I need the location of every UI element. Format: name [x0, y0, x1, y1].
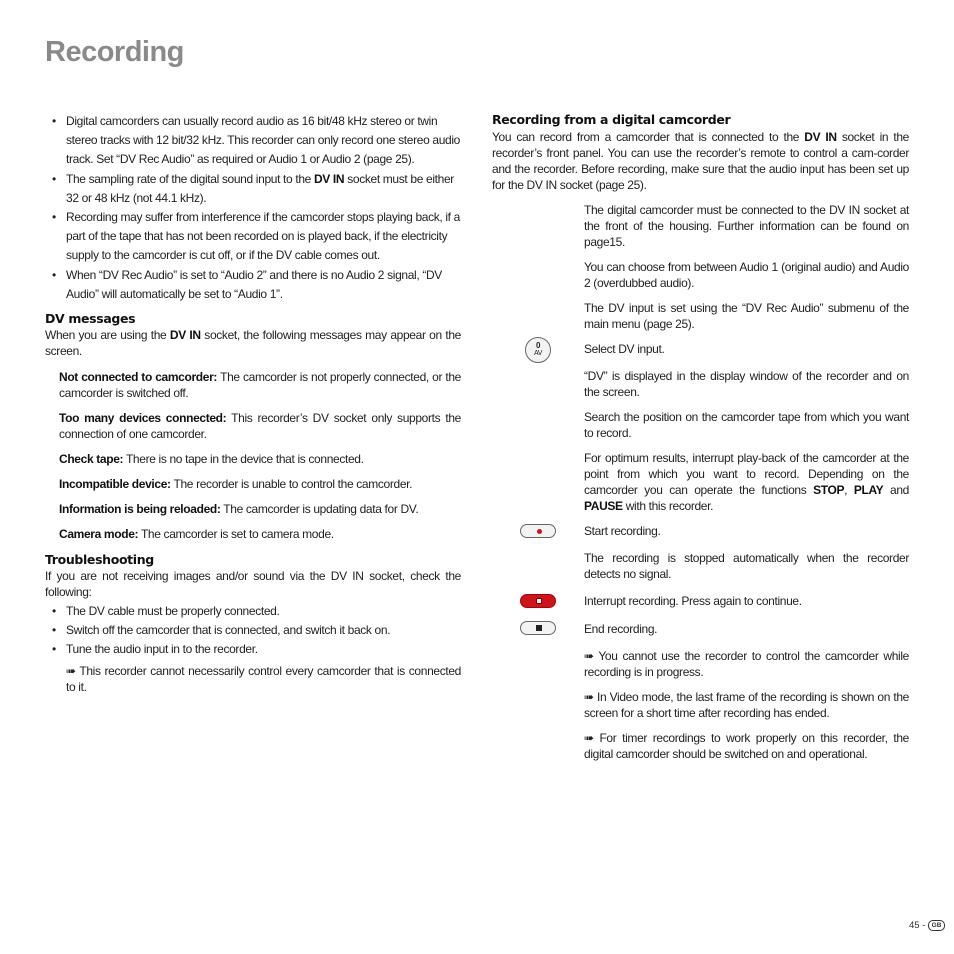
step-text: “DV” is displayed in the display window of the recorder and on the screen.	[584, 369, 909, 399]
left-column	[45, 112, 461, 695]
dv-messages-heading: DV messages	[45, 311, 136, 327]
dv-message-item: Too many devices connected: This recorder’s DV socket only supports the connection of one camcorder.	[59, 411, 461, 442]
language-badge: GB	[928, 920, 945, 931]
list-item: • The sampling rate of the digital sound input to the DV IN socket must be either 32 or 48 kHz (not 44.1 kHz).	[45, 170, 461, 208]
list-item: • Tune the audio input in to the recorder.	[45, 641, 461, 657]
step-note: ➠ For timer recordings to work properly on this recorder, the digital camcorder should be switched on and operational.	[584, 731, 909, 761]
notes-list	[45, 112, 461, 304]
step-text: Search the position on the camcorder tape from which you want to record.	[584, 410, 909, 440]
dv-message-item: Information is being reloaded: The camcorder is updating data for DV.	[59, 502, 419, 517]
step-text: End recording.	[584, 622, 658, 636]
pause-button-icon	[520, 594, 556, 608]
dv-message-item: Camera mode: The camcorder is set to camera mode.	[59, 527, 334, 542]
step-text: Start recording.	[584, 524, 661, 538]
troubleshooting-heading: Troubleshooting	[45, 552, 154, 568]
dv-message-item: Check tape: There is no tape in the device that is connected.	[59, 452, 364, 467]
step-text: The recording is stopped automatically when the recorder detects no signal.	[584, 551, 909, 581]
troubleshooting-note: ➠ This recorder cannot necessarily control every camcorder that is connected to it.	[66, 664, 461, 695]
step-note: ➠ You cannot use the recorder to control the camcorder while recording is in progress.	[584, 649, 909, 679]
dv-message-item: Incompatible device: The recorder is unable to control the camcorder.	[59, 477, 413, 492]
page-number: 45 - GB	[909, 920, 945, 931]
step-text: The DV input is set using the “DV Rec Audio” submenu of the main menu (page 25).	[584, 301, 909, 331]
list-item: • When “DV Rec Audio” is set to “Audio 2” and there is no Audio 2 signal, “DV Audio” will automatically be set to “Audio 1”.	[45, 266, 461, 304]
recording-heading: Recording from a digital camcorder	[492, 112, 731, 127]
av-button-icon: 0 AV	[525, 337, 551, 363]
dv-message-item: Not connected to camcorder: The camcorder is not properly connected, or the camcorder is switched off.	[59, 370, 462, 401]
page-title: Recording	[45, 36, 184, 68]
list-item: • Digital camcorders can usually record audio as 16 bit/48 kHz stereo or twin stereo tracks with 12 bit/32 kHz. This recorder can only record one stereo audio track. Set “DV Rec Audio” as required or Audio 1 or Audio 2 (page 25).	[45, 112, 461, 170]
recording-intro: You can record from a camcorder that is connected to the DV IN socket in the recorder’s front panel. You can use the recorder’s remote to control a cam-corder and the recorder. Before recording, make sure that the audio input has been set up for the DV IN socket (page 25).	[492, 130, 909, 192]
right-column	[492, 112, 909, 772]
list-item: • Recording may suffer from interference if the camcorder stops playing back, if a part of the tape that has not been recorded on is played back, if the electricity supply to the camcorder is cut off, or if the DV cable comes out.	[45, 208, 461, 266]
troubleshooting-intro: If you are not receiving images and/or sound via the DV IN socket, check the following:	[45, 569, 461, 600]
step-note: ➠ In Video mode, the last frame of the recording is shown on the screen for a short time after recording has ended.	[584, 690, 909, 720]
list-item: • The DV cable must be properly connected.	[45, 603, 461, 619]
record-button-icon	[520, 524, 556, 538]
step-text: Interrupt recording. Press again to continue.	[584, 594, 802, 608]
step-text: The digital camcorder must be connected to the DV IN socket at the front of the housing. Further information can be found on page15.	[584, 203, 909, 249]
list-item: • Switch off the camcorder that is connected, and switch it back on.	[45, 622, 461, 638]
troubleshooting-list	[45, 603, 461, 657]
step-text: You can choose from between Audio 1 (original audio) and Audio 2 (overdubbed audio).	[584, 260, 909, 290]
step-text: Select DV input.	[584, 342, 665, 356]
step-text: For optimum results, interrupt play-back of the camcorder at the point from which you want to record. Depending on the camcorder you can operate the functions STOP, PLAY and PAUSE with this recorder.	[584, 451, 909, 513]
stop-button-icon	[520, 621, 556, 635]
dv-messages-intro: When you are using the DV IN socket, the following messages may appear on the screen.	[45, 328, 461, 359]
